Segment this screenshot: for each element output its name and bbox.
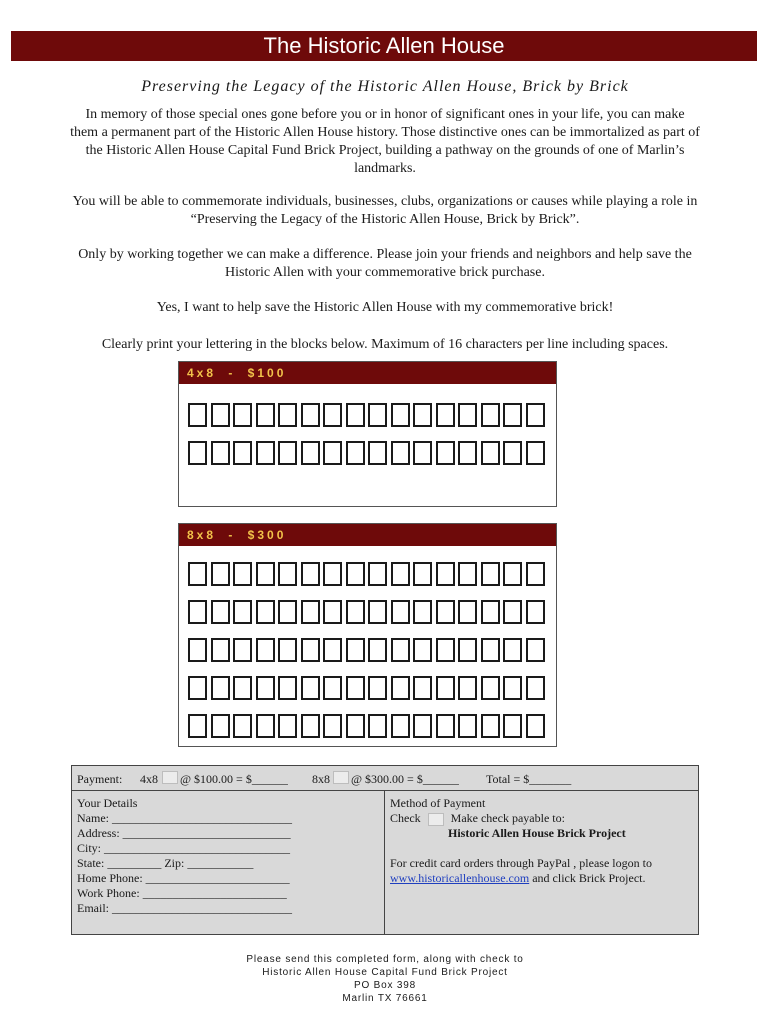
character-box[interactable] bbox=[413, 562, 432, 586]
character-box[interactable] bbox=[301, 562, 320, 586]
character-box[interactable] bbox=[256, 676, 275, 700]
character-row bbox=[179, 631, 556, 669]
character-box[interactable] bbox=[301, 441, 320, 465]
intro-paragraph-memory: In memory of those special ones gone before you or in honor of significant ones in your life, you can make them a permanent part of the Historic Allen House history. Those distinctive ones can be immortalized as part of the Historic Allen House Capital Fund Brick Project, building a pathway on the grounds of one of Marlin’s landmarks. bbox=[70, 107, 700, 176]
character-box[interactable] bbox=[413, 403, 432, 427]
character-box[interactable] bbox=[458, 638, 477, 662]
character-box[interactable] bbox=[323, 403, 342, 427]
character-box[interactable] bbox=[436, 676, 455, 700]
character-box[interactable] bbox=[368, 562, 387, 586]
character-row bbox=[179, 555, 556, 593]
footer-line-project: Historic Allen House Capital Fund Brick Project bbox=[262, 967, 508, 978]
character-box[interactable] bbox=[368, 676, 387, 700]
character-box[interactable] bbox=[458, 403, 477, 427]
character-box[interactable] bbox=[503, 403, 522, 427]
email-field[interactable]: Email: ______________________________ bbox=[77, 901, 292, 915]
paypal-instructions: For credit card orders through PayPal , please logon to bbox=[390, 856, 652, 870]
character-box[interactable] bbox=[481, 441, 500, 465]
character-box[interactable] bbox=[481, 562, 500, 586]
character-box[interactable] bbox=[391, 403, 410, 427]
character-box[interactable] bbox=[436, 441, 455, 465]
character-box[interactable] bbox=[323, 638, 342, 662]
payment-form bbox=[71, 765, 699, 935]
character-box[interactable] bbox=[526, 441, 545, 465]
character-box[interactable] bbox=[323, 714, 342, 738]
character-box[interactable] bbox=[188, 600, 207, 624]
character-box[interactable] bbox=[526, 403, 545, 427]
character-box[interactable] bbox=[278, 714, 297, 738]
footer-line-pobox: PO Box 398 bbox=[354, 980, 416, 991]
character-box[interactable] bbox=[346, 600, 365, 624]
brick-8x8-grid bbox=[179, 546, 556, 745]
character-box[interactable] bbox=[278, 403, 297, 427]
payment-label: Payment: bbox=[77, 772, 123, 786]
city-field[interactable]: City: _______________________________ bbox=[77, 841, 291, 855]
work-phone-field[interactable]: Work Phone: ________________________ bbox=[77, 886, 287, 900]
character-box[interactable] bbox=[436, 714, 455, 738]
character-box[interactable] bbox=[211, 403, 230, 427]
character-box[interactable] bbox=[436, 638, 455, 662]
check-payee: Historic Allen House Brick Project bbox=[448, 826, 626, 840]
character-box[interactable] bbox=[436, 403, 455, 427]
page-subtitle: Preserving the Legacy of the Historic Allen House, Brick by Brick bbox=[141, 78, 629, 95]
character-box[interactable] bbox=[233, 714, 252, 738]
character-box[interactable] bbox=[301, 403, 320, 427]
character-row bbox=[179, 669, 556, 707]
character-box[interactable] bbox=[526, 600, 545, 624]
character-box[interactable] bbox=[346, 562, 365, 586]
character-box[interactable] bbox=[323, 441, 342, 465]
character-box[interactable] bbox=[233, 403, 252, 427]
character-box[interactable] bbox=[211, 600, 230, 624]
character-box[interactable] bbox=[346, 638, 365, 662]
character-box[interactable] bbox=[503, 600, 522, 624]
character-box[interactable] bbox=[503, 441, 522, 465]
character-row bbox=[179, 707, 556, 745]
character-box[interactable] bbox=[188, 562, 207, 586]
character-box[interactable] bbox=[346, 403, 365, 427]
payment-total[interactable]: Total = $_______ bbox=[486, 772, 572, 786]
character-box[interactable] bbox=[526, 638, 545, 662]
character-box[interactable] bbox=[323, 562, 342, 586]
character-box[interactable] bbox=[256, 600, 275, 624]
character-box[interactable] bbox=[458, 600, 477, 624]
method-heading: Method of Payment bbox=[390, 796, 486, 810]
brick-8x8-section bbox=[178, 523, 557, 747]
payment-4x8-label: 4x8 bbox=[140, 772, 158, 786]
character-box[interactable] bbox=[413, 676, 432, 700]
character-box[interactable] bbox=[256, 562, 275, 586]
character-box[interactable] bbox=[503, 638, 522, 662]
character-box[interactable] bbox=[391, 562, 410, 586]
paypal-link-suffix: and click Brick Project. bbox=[529, 871, 646, 885]
character-box[interactable] bbox=[346, 441, 365, 465]
intro-paragraph-together: Only by working together we can make a difference. Please join your friends and neighbors and help save the Historic Allen with your commemorative brick purchase. bbox=[78, 247, 692, 280]
brick-8x8-header: 8x8 - $300 bbox=[179, 524, 556, 546]
check-checkbox[interactable] bbox=[428, 813, 444, 826]
character-box[interactable] bbox=[278, 600, 297, 624]
character-box[interactable] bbox=[503, 562, 522, 586]
character-box[interactable] bbox=[346, 676, 365, 700]
character-box[interactable] bbox=[323, 600, 342, 624]
character-box[interactable] bbox=[481, 676, 500, 700]
character-box[interactable] bbox=[481, 714, 500, 738]
character-box[interactable] bbox=[211, 441, 230, 465]
character-box[interactable] bbox=[481, 403, 500, 427]
home-phone-field[interactable]: Home Phone: ________________________ bbox=[77, 871, 290, 885]
character-box[interactable] bbox=[368, 714, 387, 738]
character-box[interactable] bbox=[233, 600, 252, 624]
character-box[interactable] bbox=[278, 441, 297, 465]
footer-line-send: Please send this completed form, along with check to bbox=[246, 954, 524, 965]
character-box[interactable] bbox=[391, 441, 410, 465]
character-box[interactable] bbox=[368, 600, 387, 624]
character-box[interactable] bbox=[323, 676, 342, 700]
character-box[interactable] bbox=[301, 714, 320, 738]
character-box[interactable] bbox=[481, 638, 500, 662]
character-box[interactable] bbox=[278, 638, 297, 662]
character-box[interactable] bbox=[413, 441, 432, 465]
state-zip-field[interactable]: State: _________ Zip: ___________ bbox=[77, 856, 254, 870]
character-box[interactable] bbox=[256, 441, 275, 465]
your-details-section bbox=[72, 791, 385, 934]
character-box[interactable] bbox=[256, 638, 275, 662]
payment-4x8-quantity-field[interactable] bbox=[162, 771, 178, 784]
character-box[interactable] bbox=[256, 714, 275, 738]
character-box[interactable] bbox=[413, 638, 432, 662]
character-box[interactable] bbox=[188, 441, 207, 465]
character-box[interactable] bbox=[413, 714, 432, 738]
character-box[interactable] bbox=[526, 714, 545, 738]
character-box[interactable] bbox=[211, 638, 230, 662]
character-box[interactable] bbox=[391, 600, 410, 624]
page-title: The Historic Allen House bbox=[11, 31, 757, 61]
character-box[interactable] bbox=[436, 600, 455, 624]
character-box[interactable] bbox=[503, 676, 522, 700]
payment-row bbox=[72, 766, 698, 791]
character-box[interactable] bbox=[278, 562, 297, 586]
intro-paragraph-yes: Yes, I want to help save the Historic Allen House with my commemorative brick! bbox=[156, 300, 614, 315]
check-option-row bbox=[390, 811, 698, 826]
character-box[interactable] bbox=[256, 403, 275, 427]
character-box[interactable] bbox=[413, 600, 432, 624]
intro-paragraph-instructions: Clearly print your lettering in the blocks below. Maximum of 16 characters per line including spaces. bbox=[101, 337, 669, 352]
character-box[interactable] bbox=[503, 714, 522, 738]
intro-paragraph-commemorate: You will be able to commemorate individuals, businesses, clubs, organizations or causes while playing a role in “Preserving the Legacy of the Historic Allen House, Brick by Brick”. bbox=[72, 194, 698, 227]
character-box[interactable] bbox=[278, 676, 297, 700]
character-box[interactable] bbox=[211, 714, 230, 738]
character-box[interactable] bbox=[346, 714, 365, 738]
character-row bbox=[179, 593, 556, 631]
character-box[interactable] bbox=[233, 676, 252, 700]
character-box[interactable] bbox=[526, 562, 545, 586]
character-box[interactable] bbox=[436, 562, 455, 586]
character-box[interactable] bbox=[211, 562, 230, 586]
brick-4x8-section bbox=[178, 361, 557, 507]
character-box[interactable] bbox=[211, 676, 230, 700]
name-field[interactable]: Name: ______________________________ bbox=[77, 811, 292, 825]
check-note: Make check payable to: bbox=[450, 811, 565, 825]
character-box[interactable] bbox=[391, 714, 410, 738]
brick-4x8-header: 4x8 - $100 bbox=[179, 362, 556, 384]
mailing-instructions bbox=[0, 953, 770, 1005]
brick-4x8-grid bbox=[179, 384, 556, 472]
character-row bbox=[179, 396, 556, 434]
character-row bbox=[179, 434, 556, 472]
payment-8x8-quantity-field[interactable] bbox=[333, 771, 349, 784]
footer-line-city: Marlin TX 76661 bbox=[342, 993, 428, 1004]
character-box[interactable] bbox=[301, 600, 320, 624]
character-box[interactable] bbox=[188, 403, 207, 427]
character-box[interactable] bbox=[458, 676, 477, 700]
payment-method-section bbox=[385, 791, 698, 934]
character-box[interactable] bbox=[188, 676, 207, 700]
character-box[interactable] bbox=[458, 562, 477, 586]
character-box[interactable] bbox=[233, 562, 252, 586]
character-box[interactable] bbox=[458, 714, 477, 738]
character-box[interactable] bbox=[391, 676, 410, 700]
character-box[interactable] bbox=[368, 441, 387, 465]
character-box[interactable] bbox=[368, 638, 387, 662]
character-box[interactable] bbox=[526, 676, 545, 700]
details-heading: Your Details bbox=[77, 796, 138, 810]
character-box[interactable] bbox=[458, 441, 477, 465]
payment-8x8-amount[interactable]: @ $300.00 = $______ bbox=[351, 772, 459, 786]
character-box[interactable] bbox=[188, 714, 207, 738]
payment-4x8-amount[interactable]: @ $100.00 = $______ bbox=[180, 772, 288, 786]
check-label: Check bbox=[390, 811, 421, 825]
payment-8x8-label: 8x8 bbox=[312, 772, 330, 786]
paypal-link-row bbox=[390, 871, 698, 886]
character-box[interactable] bbox=[233, 638, 252, 662]
character-box[interactable] bbox=[368, 403, 387, 427]
character-box[interactable] bbox=[481, 600, 500, 624]
character-box[interactable] bbox=[301, 638, 320, 662]
address-field[interactable]: Address: ____________________________ bbox=[77, 826, 291, 840]
character-box[interactable] bbox=[188, 638, 207, 662]
character-box[interactable] bbox=[301, 676, 320, 700]
character-box[interactable] bbox=[391, 638, 410, 662]
character-box[interactable] bbox=[233, 441, 252, 465]
website-link[interactable]: www.historicallenhouse.com bbox=[390, 871, 530, 885]
